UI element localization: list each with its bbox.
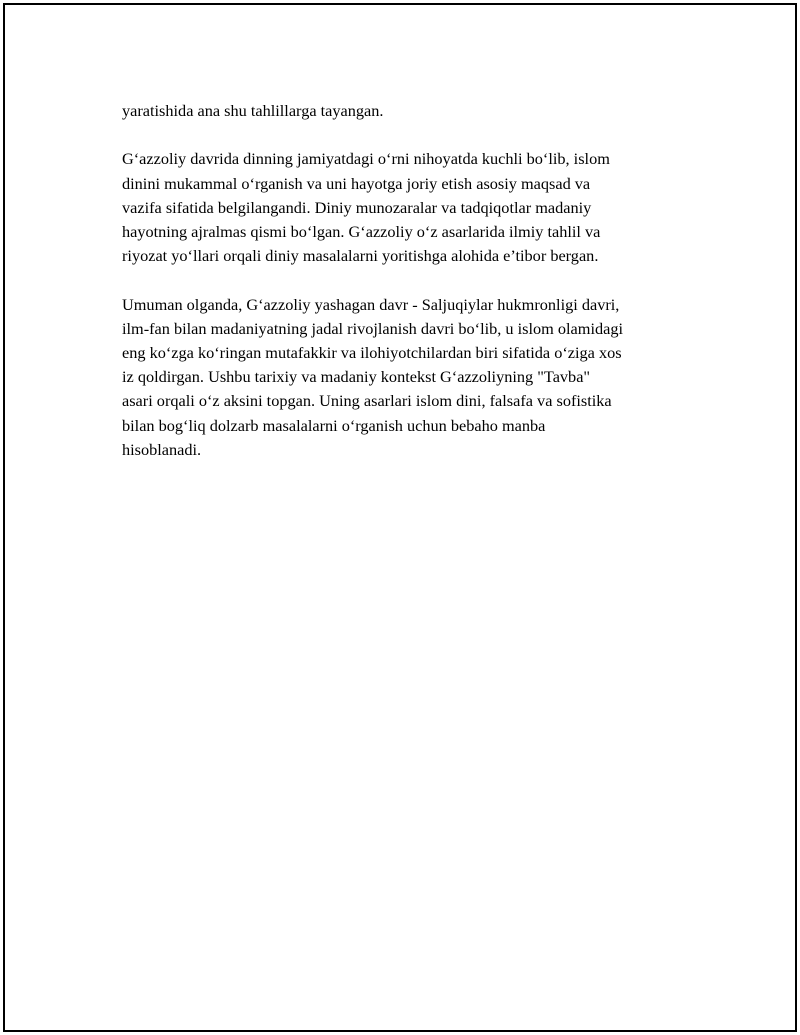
paragraph-2: [122, 147, 707, 268]
text-line: ilm-fan bilan madaniyatning jadal rivojlanish davri bo‘lib, u islom olamidagi: [122, 318, 623, 338]
text-line: hayotning ajralmas qismi bo‘lgan. G‘azzoliy o‘z asarlarida ilmiy tahlil va: [122, 222, 601, 241]
text-line: Umuman olganda, G‘azzoliy yashagan davr - Saljuqiylar hukmronligi davri,: [122, 294, 620, 314]
text-line: riyozat yo‘llari orqali diniy masalalarni yoritishga alohida e’tibor bergan.: [122, 246, 599, 266]
text-line: dinini mukammal o‘rganish va uni hayotga joriy etish asosiy maqsad va: [122, 173, 591, 193]
text-line: hisoblanadi.: [122, 439, 202, 459]
document-page: [3, 3, 797, 1032]
text-line: iz qoldirgan. Ushbu tarixiy va madaniy kontekst G‘azzoliyning "Tavba": [122, 367, 591, 387]
text-line: eng ko‘zga ko‘ringan mutafakkir va ilohiyotchilardan biri sifatida o‘ziga xos: [122, 343, 622, 362]
text-line: asari orqali o‘z aksini topgan. Uning asarlari islom dini, falsafa va sofistika: [122, 391, 612, 411]
paragraph-3: [122, 293, 707, 462]
text-line: vazifa sifatida belgilangandi. Diniy munozaralar va tadqiqotlar madaniy: [122, 197, 592, 217]
text-line: bilan bog‘liq dolzarb masalalarni o‘rganish uchun bebaho manba: [122, 415, 546, 435]
document-body: [122, 99, 707, 462]
paragraph-1: [122, 99, 707, 123]
text-line: yaratishida ana shu tahlillarga tayangan.: [122, 101, 384, 120]
text-line: G‘azzoliy davrida dinning jamiyatdagi o‘rni nihoyatda kuchli bo‘lib, islom: [122, 149, 610, 169]
